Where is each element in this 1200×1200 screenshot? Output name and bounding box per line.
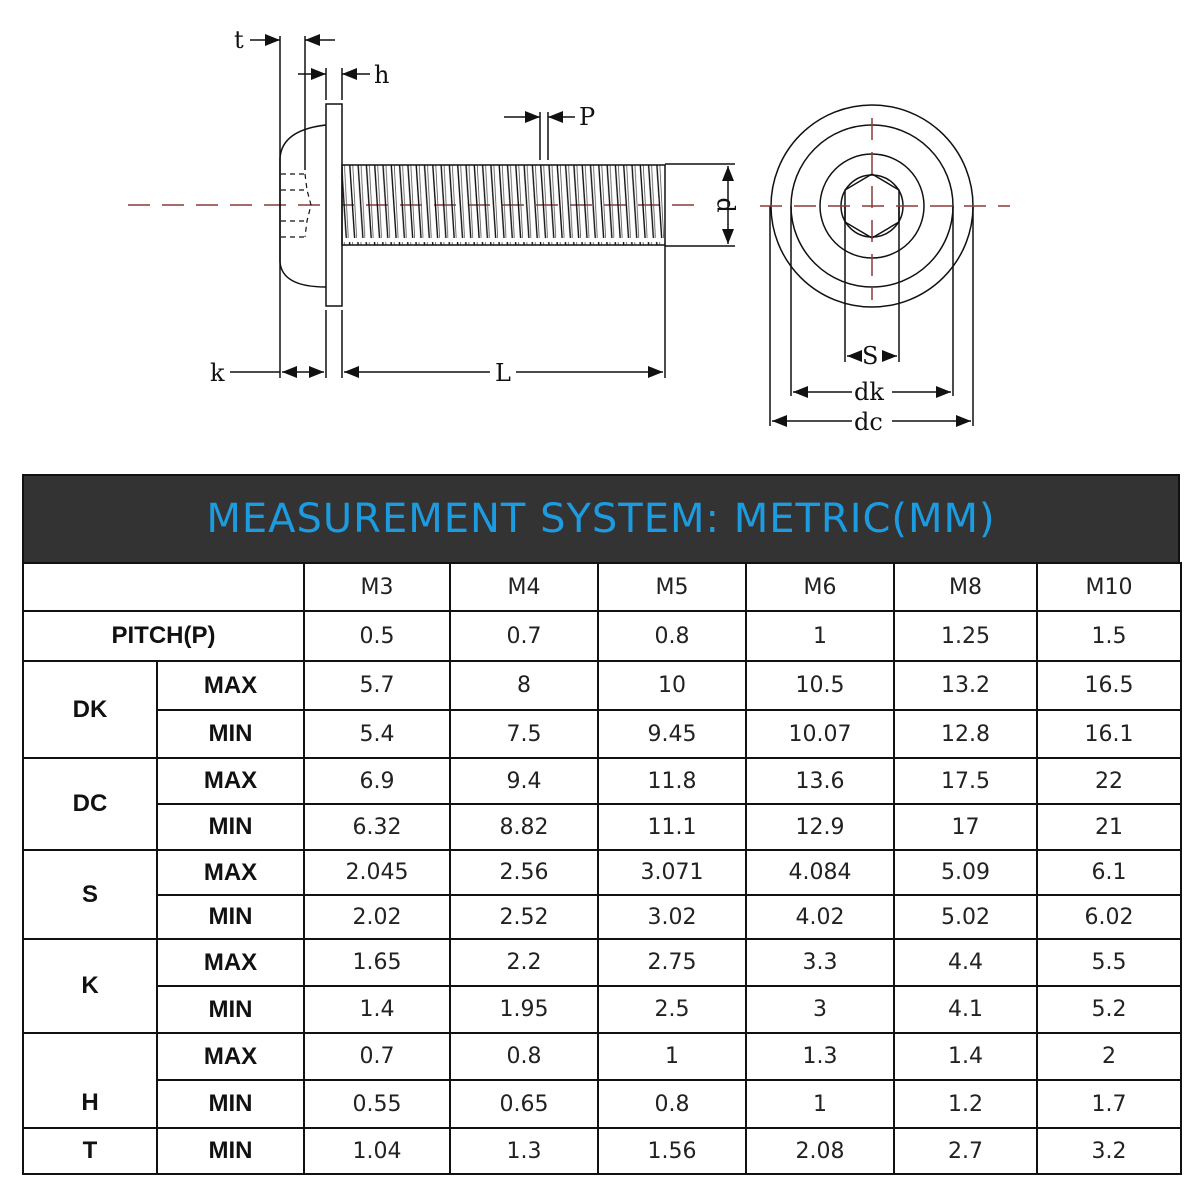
cell: 8.82 — [450, 804, 598, 850]
cell: 4.084 — [746, 850, 894, 895]
cell: 11.1 — [598, 804, 746, 850]
label-dk: dk — [854, 378, 884, 406]
corner-cell — [23, 563, 304, 611]
row-label: PITCH(P) — [23, 611, 304, 661]
cell: 17.5 — [894, 758, 1037, 804]
cell: 10.07 — [746, 710, 894, 758]
cell: 0.8 — [450, 1033, 598, 1080]
sub-label: MIN — [157, 804, 304, 850]
col-header: M4 — [450, 563, 598, 611]
cell: 3.2 — [1037, 1128, 1181, 1174]
table-row — [23, 1128, 1181, 1174]
sub-label: MAX — [157, 1033, 304, 1080]
cell: 2.02 — [304, 895, 450, 939]
sub-label: MAX — [157, 939, 304, 986]
cell: 4.02 — [746, 895, 894, 939]
cell: 4.1 — [894, 986, 1037, 1033]
sub-label: MIN — [157, 1128, 304, 1174]
cell: 1 — [746, 1080, 894, 1128]
cell: 1.7 — [1037, 1080, 1181, 1128]
group-label: T — [23, 1128, 157, 1174]
cell: 10 — [598, 661, 746, 710]
cell: 3.02 — [598, 895, 746, 939]
label-p: P — [579, 103, 596, 131]
sub-label: MAX — [157, 758, 304, 804]
pitch-row — [23, 611, 1181, 661]
cell: 6.1 — [1037, 850, 1181, 895]
cell: 1.3 — [450, 1128, 598, 1174]
label-dc: dc — [854, 408, 883, 436]
table-row — [23, 804, 1181, 850]
cell: 5.7 — [304, 661, 450, 710]
cell: 12.9 — [746, 804, 894, 850]
screw-diagram — [0, 0, 1200, 460]
cell: 0.8 — [598, 1080, 746, 1128]
sub-label: MIN — [157, 1080, 304, 1128]
sub-label: MIN — [157, 710, 304, 758]
col-header: M8 — [894, 563, 1037, 611]
cell: 21 — [1037, 804, 1181, 850]
group-label: S — [23, 850, 157, 939]
cell: 9.4 — [450, 758, 598, 804]
cell: 2.75 — [598, 939, 746, 986]
table-row — [23, 850, 1181, 895]
spec-table — [22, 562, 1182, 1175]
cell: 1.04 — [304, 1128, 450, 1174]
header-row — [23, 563, 1181, 611]
cell: 3.3 — [746, 939, 894, 986]
cell: 0.65 — [450, 1080, 598, 1128]
cell: 5.5 — [1037, 939, 1181, 986]
sub-label: MIN — [157, 986, 304, 1033]
table-row — [23, 758, 1181, 804]
table-row — [23, 1033, 1181, 1080]
cell: 2.5 — [598, 986, 746, 1033]
label-s: S — [862, 342, 879, 370]
label-l: L — [495, 359, 511, 387]
cell: 7.5 — [450, 710, 598, 758]
cell: 1 — [746, 611, 894, 661]
col-header: M3 — [304, 563, 450, 611]
cell: 2.7 — [894, 1128, 1037, 1174]
col-header: M6 — [746, 563, 894, 611]
cell: 8 — [450, 661, 598, 710]
dimension-table — [22, 474, 1180, 1175]
cell: 9.45 — [598, 710, 746, 758]
label-h: h — [374, 61, 390, 89]
cell: 1.25 — [894, 611, 1037, 661]
cell: 6.9 — [304, 758, 450, 804]
sub-label: MIN — [157, 895, 304, 939]
col-header: M10 — [1037, 563, 1181, 611]
cell: 16.5 — [1037, 661, 1181, 710]
group-label: H — [23, 1033, 157, 1128]
cell: 2.045 — [304, 850, 450, 895]
cell: 10.5 — [746, 661, 894, 710]
cell: 2.2 — [450, 939, 598, 986]
table-row — [23, 661, 1181, 710]
cell: 1.5 — [1037, 611, 1181, 661]
table-row — [23, 895, 1181, 939]
table-row — [23, 1080, 1181, 1128]
cell: 12.8 — [894, 710, 1037, 758]
cell: 2 — [1037, 1033, 1181, 1080]
group-label: DC — [23, 758, 157, 850]
technical-drawing — [0, 0, 1200, 460]
cell: 0.55 — [304, 1080, 450, 1128]
cell: 1.2 — [894, 1080, 1037, 1128]
cell: 0.7 — [304, 1033, 450, 1080]
cell: 5.02 — [894, 895, 1037, 939]
cell: 3.071 — [598, 850, 746, 895]
cell: 0.7 — [450, 611, 598, 661]
cell: 5.2 — [1037, 986, 1181, 1033]
cell: 0.5 — [304, 611, 450, 661]
cell: 17 — [894, 804, 1037, 850]
cell: 5.4 — [304, 710, 450, 758]
cell: 16.1 — [1037, 710, 1181, 758]
table-title: MEASUREMENT SYSTEM: METRIC(MM) — [206, 496, 996, 542]
cell: 11.8 — [598, 758, 746, 804]
group-label: DK — [23, 661, 157, 758]
cell: 22 — [1037, 758, 1181, 804]
cell: 2.08 — [746, 1128, 894, 1174]
table-row — [23, 710, 1181, 758]
group-label: K — [23, 939, 157, 1033]
cell: 1 — [598, 1033, 746, 1080]
cell: 1.4 — [894, 1033, 1037, 1080]
cell: 1.65 — [304, 939, 450, 986]
sub-label: MAX — [157, 661, 304, 710]
cell: 13.2 — [894, 661, 1037, 710]
cell: 2.52 — [450, 895, 598, 939]
cell: 6.02 — [1037, 895, 1181, 939]
label-t: t — [234, 26, 244, 54]
cell: 0.8 — [598, 611, 746, 661]
cell: 3 — [746, 986, 894, 1033]
table-row — [23, 986, 1181, 1033]
col-header: M5 — [598, 563, 746, 611]
cell: 6.32 — [304, 804, 450, 850]
cell: 2.56 — [450, 850, 598, 895]
table-title-bar — [22, 474, 1180, 562]
label-d: d — [711, 197, 740, 213]
cell: 1.95 — [450, 986, 598, 1033]
cell: 4.4 — [894, 939, 1037, 986]
table-row — [23, 939, 1181, 986]
cell: 1.4 — [304, 986, 450, 1033]
sub-label: MAX — [157, 850, 304, 895]
cell: 13.6 — [746, 758, 894, 804]
cell: 1.56 — [598, 1128, 746, 1174]
cell: 1.3 — [746, 1033, 894, 1080]
cell: 5.09 — [894, 850, 1037, 895]
label-k: k — [210, 359, 225, 387]
